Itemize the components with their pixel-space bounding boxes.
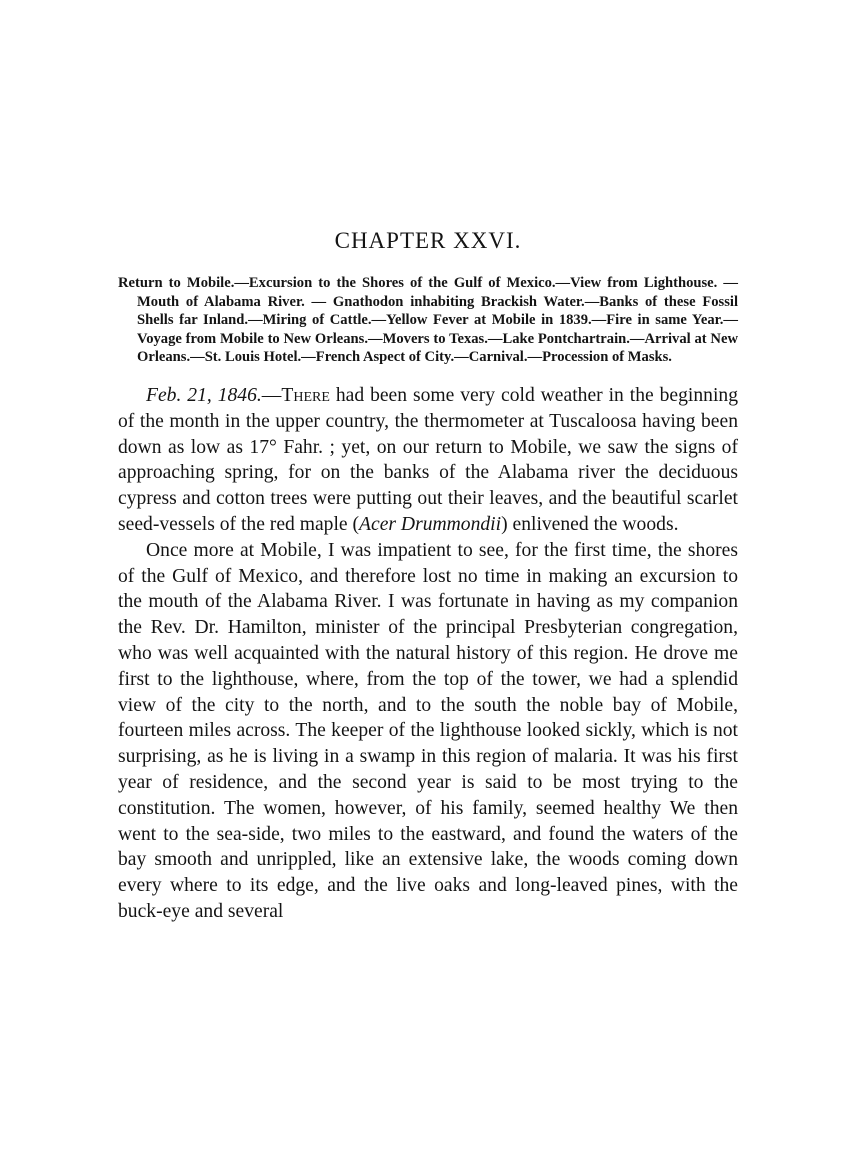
chapter-body xyxy=(118,383,738,925)
chapter-heading: CHAPTER XXVI. xyxy=(334,228,522,253)
date-lead: Feb. 21, 1846. xyxy=(146,384,262,406)
lead-word: There xyxy=(281,384,330,406)
paragraph-1-text-a: had been some very cold weather in the beginning of the month in the upper country, the thermometer at Tuscaloosa having been down as low as 17° Fahr. ; yet, on our return to Mobile, we saw the signs of approaching spring, for on the banks of the Alabama river the deciduous cypress and cotton trees were putting out their leaves, and the beautiful scarlet seed-vessels of the red maple ( xyxy=(118,384,738,535)
chapter-synopsis: Return to Mobile.—Excursion to the Shores of the Gulf of Mexico.—View from Lighthouse. — Mouth of Alabama River. — Gnathodon inhabiting Brackish Water.—Banks of these Fossil Shells far Inland.—Miring of Cattle.—Yellow Fever at Mobile in 1839.—Fire in same Year.—Voyage from Mobile to New Orleans.—Movers to Texas.—Lake Pontchartrain.—Arrival at New Orleans.—St. Louis Hotel.—French Aspect of City.—Carnival.—Procession of Masks. xyxy=(118,275,738,366)
book-page xyxy=(118,228,738,925)
em-dash: — xyxy=(261,384,282,406)
paragraph-1 xyxy=(118,383,738,538)
species-name: Acer Drummondii xyxy=(359,513,502,535)
paragraph-1-text-b: ) enlivened the woods. xyxy=(501,513,679,535)
paragraph-2: Once more at Mobile, I was impatient to see, for the first time, the shores of the Gulf of Mexico, and therefore lost no time in making an excursion to the mouth of the Alabama River. I was fortunate in having as my companion the Rev. Dr. Hamilton, minister of the principal Presbyterian congregation, who was well acquainted with the natural history of this region. He drove me first to the lighthouse, where, from the top of the tower, we had a splendid view of the city to the north, and to the south the noble bay of Mobile, fourteen miles across. The keeper of the lighthouse looked sickly, which is not surprising, as he is living in a swamp in this region of malaria. It was his first year of residence, and the second year is said to be most trying to the constitution. The women, however, of his family, seemed healthy We then went to the sea-side, two miles to the eastward, and found the waters of the bay smooth and unrippled, like an extensive lake, the woods coming down every where to its edge, and the live oaks and long-leaved pines, with the buck-eye and several xyxy=(118,539,738,922)
